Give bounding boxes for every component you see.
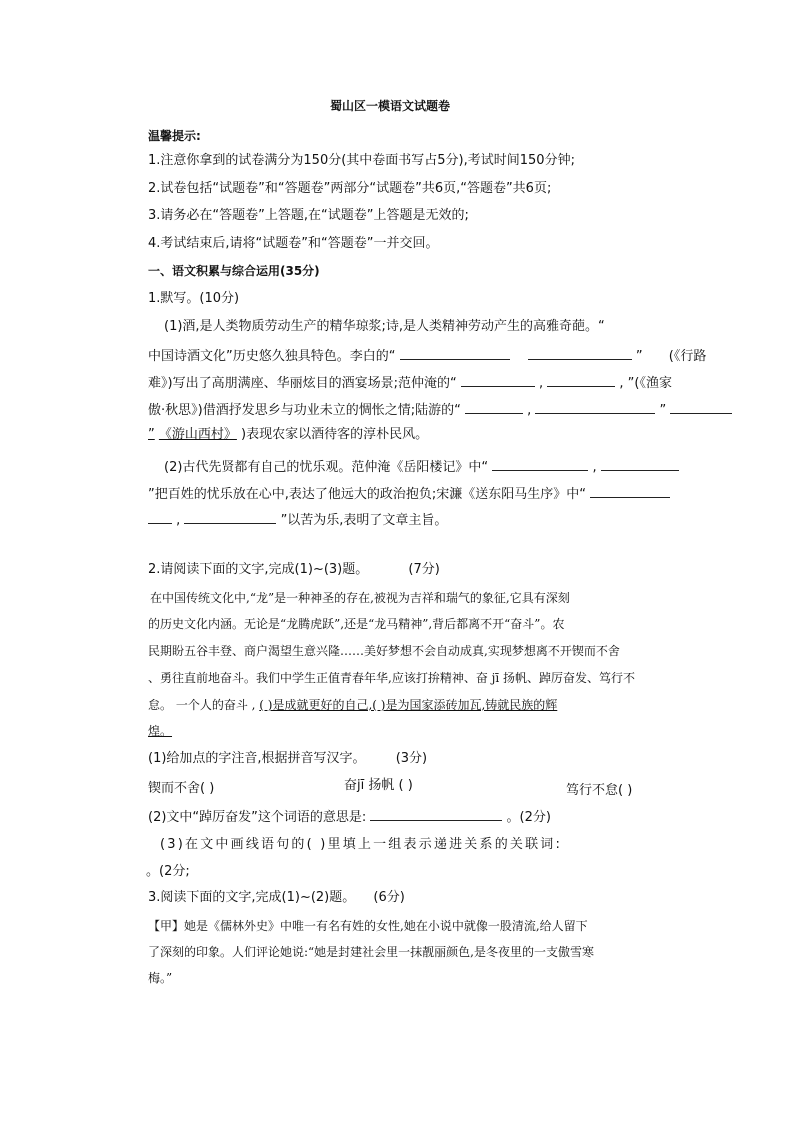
word-item-2[interactable]: 奋jī 扬帆 ( ) [344, 778, 413, 793]
underlined-sentence: ( )是成就更好的自己,( )是为国家添砖加瓦,铸就民族的辉 [259, 698, 558, 712]
q1-p1-line2-text: 中国诗酒文化”历史悠久独具特色。李白的“ [148, 349, 396, 364]
answer-blank[interactable] [601, 456, 679, 471]
answer-blank[interactable] [148, 509, 172, 524]
q1-p1-line3-text: 难》)写出了高朋满座、华丽炫目的酒宴场景;范仲淹的“ [148, 376, 457, 391]
source-label: (《行路 [668, 349, 707, 364]
q1-p2-line1 [164, 456, 679, 477]
answer-blank[interactable] [535, 399, 655, 414]
word-item-3[interactable]: 笃行不怠( ) [566, 783, 633, 798]
q1-p1-line4-text: 傲·秋思》)借酒抒发思乡与功业未立的惆怅之情;陆游的“ [148, 403, 461, 418]
answer-blank[interactable] [492, 456, 588, 471]
q1-p2-line1-text: (2)古代先贤都有自己的忧乐观。范仲淹《岳阳楼记》中“ [164, 460, 489, 475]
q2-passage-line5 [148, 696, 557, 714]
comma: , [527, 403, 532, 418]
q2-sub1-text: (1)给加点的字注音,根据拼音写汉字。 [148, 751, 366, 766]
q2-passage-line4: 、勇往直前地奋斗。我们中学生正值青春年华,应该打拚精神、奋 jī 扬帆、踔厉奋发、笃行不 [148, 671, 636, 685]
answer-blank[interactable] [547, 372, 615, 387]
page-title: 蜀山区一模语文试题卷 [330, 99, 451, 113]
q2-title-text: 2.请阅读下面的文字,完成(1)~(3)题。 [148, 562, 369, 577]
q2-sub1-score: (3分) [395, 751, 428, 766]
tip-2: 2.试卷包括“试题卷”和“答题卷”两部分“试题卷”共6页,“答题卷”共6页; [148, 181, 552, 196]
comma: , [592, 460, 597, 475]
q2-sub2-text: (2)文中“踔厉奋发”这个词语的意思是: [148, 810, 367, 825]
q1-title: 1.默写。(10分) [148, 291, 240, 306]
q2-passage-line5-text: 怠。 一个人的奋斗 , [148, 698, 256, 712]
q1-p1-line5 [148, 426, 428, 444]
q3-title-text: 3.阅读下面的文字,完成(1)~(2)题。 [148, 890, 356, 905]
q2-sub1 [148, 750, 427, 768]
tip-3: 3.请务必在“答题卷”上答题,在“试题卷”上答题是无效的; [148, 208, 469, 223]
q3-passage-line2: 了深刻的印象。人们评论她说:“她是封建社会里一抹靓丽颜色,是冬夜里的一支傲雪寒 [148, 945, 594, 959]
q2-passage-line3: 民期盼五谷丰登、商户渴望生意兴隆……美好梦想不会自动成真,实现梦想离不开锲而不舍 [148, 644, 620, 658]
answer-blank[interactable] [590, 483, 670, 498]
section-heading: 一、语文积累与综合运用(35分) [148, 264, 320, 278]
source-label: 《游山西村》 [158, 427, 237, 442]
q2-sub2-tail: 。(2分) [506, 810, 551, 825]
answer-blank[interactable] [400, 345, 510, 360]
q1-p1-line3 [148, 372, 672, 393]
q1-p2-line3 [148, 509, 447, 530]
q2-sub2 [148, 806, 551, 827]
q1-p1-line4 [148, 399, 732, 420]
q2-passage-line6: 煌。 [148, 724, 173, 738]
q3-title [148, 889, 405, 907]
source-label: ”(《渔家 [627, 376, 672, 391]
quote-close: ” [148, 427, 155, 442]
q1-p2-line3-text: ”以苦为乐,表明了文章主旨。 [280, 513, 448, 528]
q2-title [148, 561, 440, 579]
answer-blank[interactable] [461, 372, 535, 387]
comma: , [619, 376, 624, 391]
q3-passage-line3: 梅。” [148, 971, 173, 985]
q3-passage-line1: 【甲】她是《儒林外史》中唯一有名有姓的女性,她在小说中就像一股清流,给人留下 [148, 919, 588, 933]
q1-p2-line2 [148, 483, 670, 504]
answer-blank[interactable] [465, 399, 523, 414]
q2-passage-line2: 的历史文化内涵。无论是“龙腾虎跃”,还是“龙马精神”,背后都离不开“奋斗”。农 [148, 617, 565, 631]
tip-1: 1.注意你拿到的试卷满分为150分(其中卷面书写占5分),考试时间150分钟; [148, 153, 575, 168]
q1-p1-line1: (1)酒,是人类物质劳动生产的精华琼浆;诗,是人类精神劳动产生的高雅奇葩。“ [164, 319, 605, 334]
answer-blank[interactable] [370, 806, 502, 821]
q3-score: (6分) [373, 890, 405, 905]
q2-sub3-tail: 。(2分; [146, 864, 190, 879]
tips-heading: 温馨提示: [148, 129, 201, 143]
q1-p1-line2 [148, 345, 706, 366]
q2-passage-line1: 在中国传统文化中,“龙”是一种神圣的存在,被视为吉祥和瑞气的象征,它具有深刻 [150, 591, 570, 605]
q2-score: (7分) [408, 562, 440, 577]
tip-4: 4.考试结束后,请将“试题卷”和“答题卷”一并交回。 [148, 236, 439, 251]
quote-close: ” [635, 349, 643, 364]
quote-close: ” [659, 403, 667, 418]
answer-blank[interactable] [528, 345, 632, 360]
q2-sub3: (3)在文中画线语句的( )里填上一组表示递进关系的关联词: [160, 837, 563, 852]
q1-p1-line5-text: )表现农家以酒待客的淳朴民风。 [241, 427, 429, 442]
q1-p2-line2-text: ”把百姓的忧乐放在心中,表达了他远大的政治抱负;宋濂《送东阳马生序》中“ [148, 487, 586, 502]
comma: , [538, 376, 544, 391]
comma: , [176, 513, 181, 528]
word-item-1[interactable]: 锲而不舍( ) [148, 781, 215, 796]
answer-blank[interactable] [670, 399, 732, 414]
answer-blank[interactable] [184, 509, 276, 524]
